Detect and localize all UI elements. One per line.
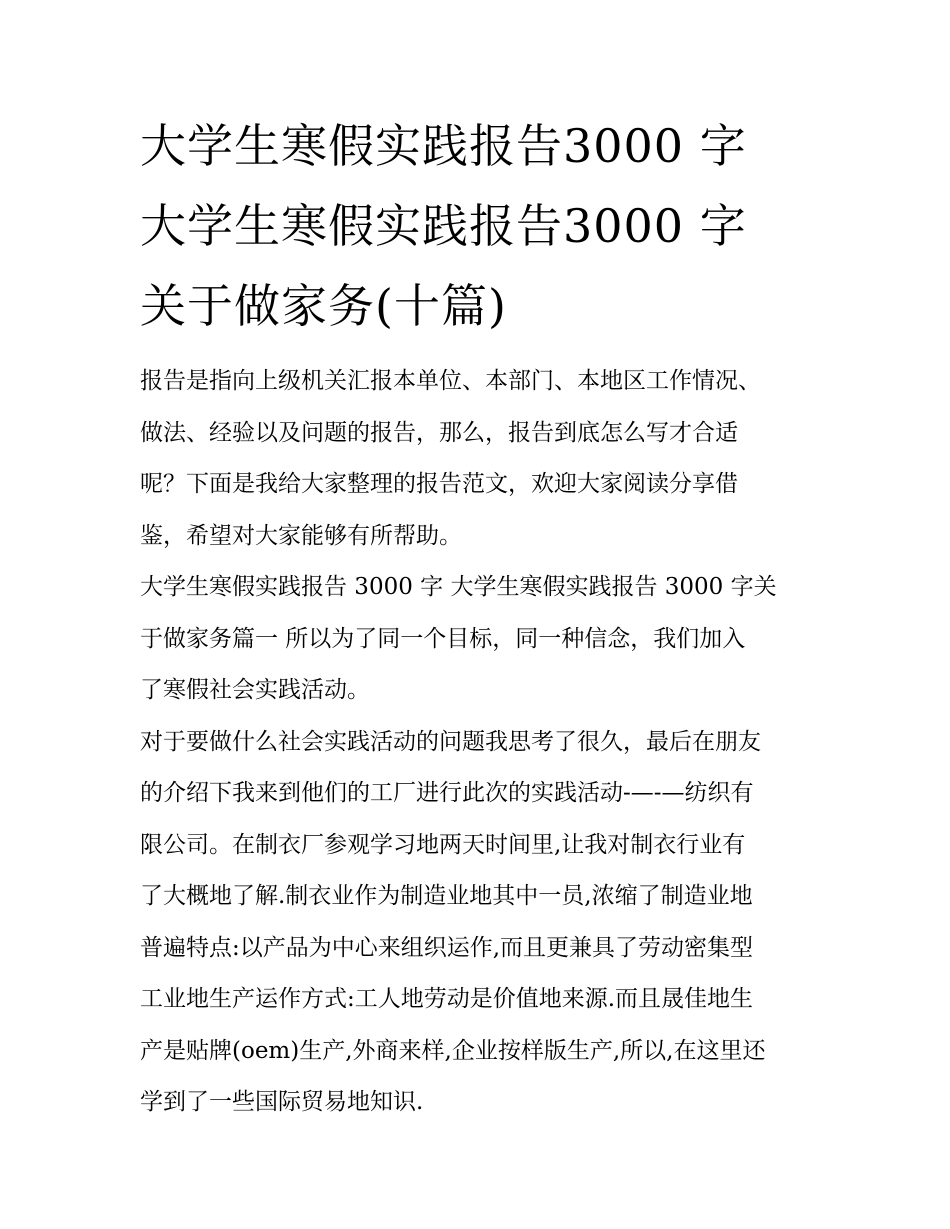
text-line: 对于要做什么社会实践活动的问题我思考了很久，最后在朋友 — [140, 728, 761, 755]
text-line: 报告是指向上级机关汇报本单位、本部门、本地区工作情况、 — [140, 368, 761, 394]
text-line: 于做家务篇一 所以为了同一个目标，同一种信念，我们加入 — [140, 625, 746, 652]
text-line: 呢？下面是我给大家整理的报告范文，欢迎大家阅读分享借 — [140, 471, 738, 497]
text-line: 了大概地了解.制衣业作为制造业地其中一员,浓缩了制造业地 — [140, 883, 753, 909]
title-line: 关于做家务(十篇) — [140, 279, 507, 333]
text-line: 工业地生产运作方式:工人地劳动是价值地来源.而且晟佳地生 — [140, 986, 754, 1012]
section-heading-paragraph — [140, 562, 820, 717]
text-line: 产是贴牌(oem)生产,外商来样,企业按样版生产,所以,在这里还 — [140, 1037, 766, 1064]
text-line: 做法、经验以及问题的报告，那么，报告到底怎么写才合适 — [140, 419, 738, 446]
title-line: 大学生寒假实践报告3000 字 — [140, 119, 747, 173]
text-line: 学到了一些国际贸易地知识. — [140, 1089, 424, 1115]
title-line: 大学生寒假实践报告3000 字 — [140, 199, 747, 253]
text-line: 普遍特点:以产品为中心来组织运作,而且更兼具了劳动密集型 — [140, 934, 754, 961]
intro-paragraph — [140, 356, 820, 562]
document-title — [140, 106, 840, 346]
text-line: 大学生寒假实践报告 3000 字 大学生寒假实践报告 3000 字关 — [140, 574, 777, 600]
text-line: 了寒假社会实践活动。 — [140, 677, 370, 703]
text-line: 的介绍下我来到他们的工厂进行此次的实践活动-—-—纺织有 — [140, 780, 754, 806]
document-body — [140, 356, 820, 1129]
text-line: 鉴，希望对大家能够有所帮助。 — [140, 522, 462, 549]
text-line: 限公司。在制衣厂参观学习地两天时间里,让我对制衣行业有 — [140, 831, 746, 858]
body-paragraph — [140, 717, 820, 1129]
